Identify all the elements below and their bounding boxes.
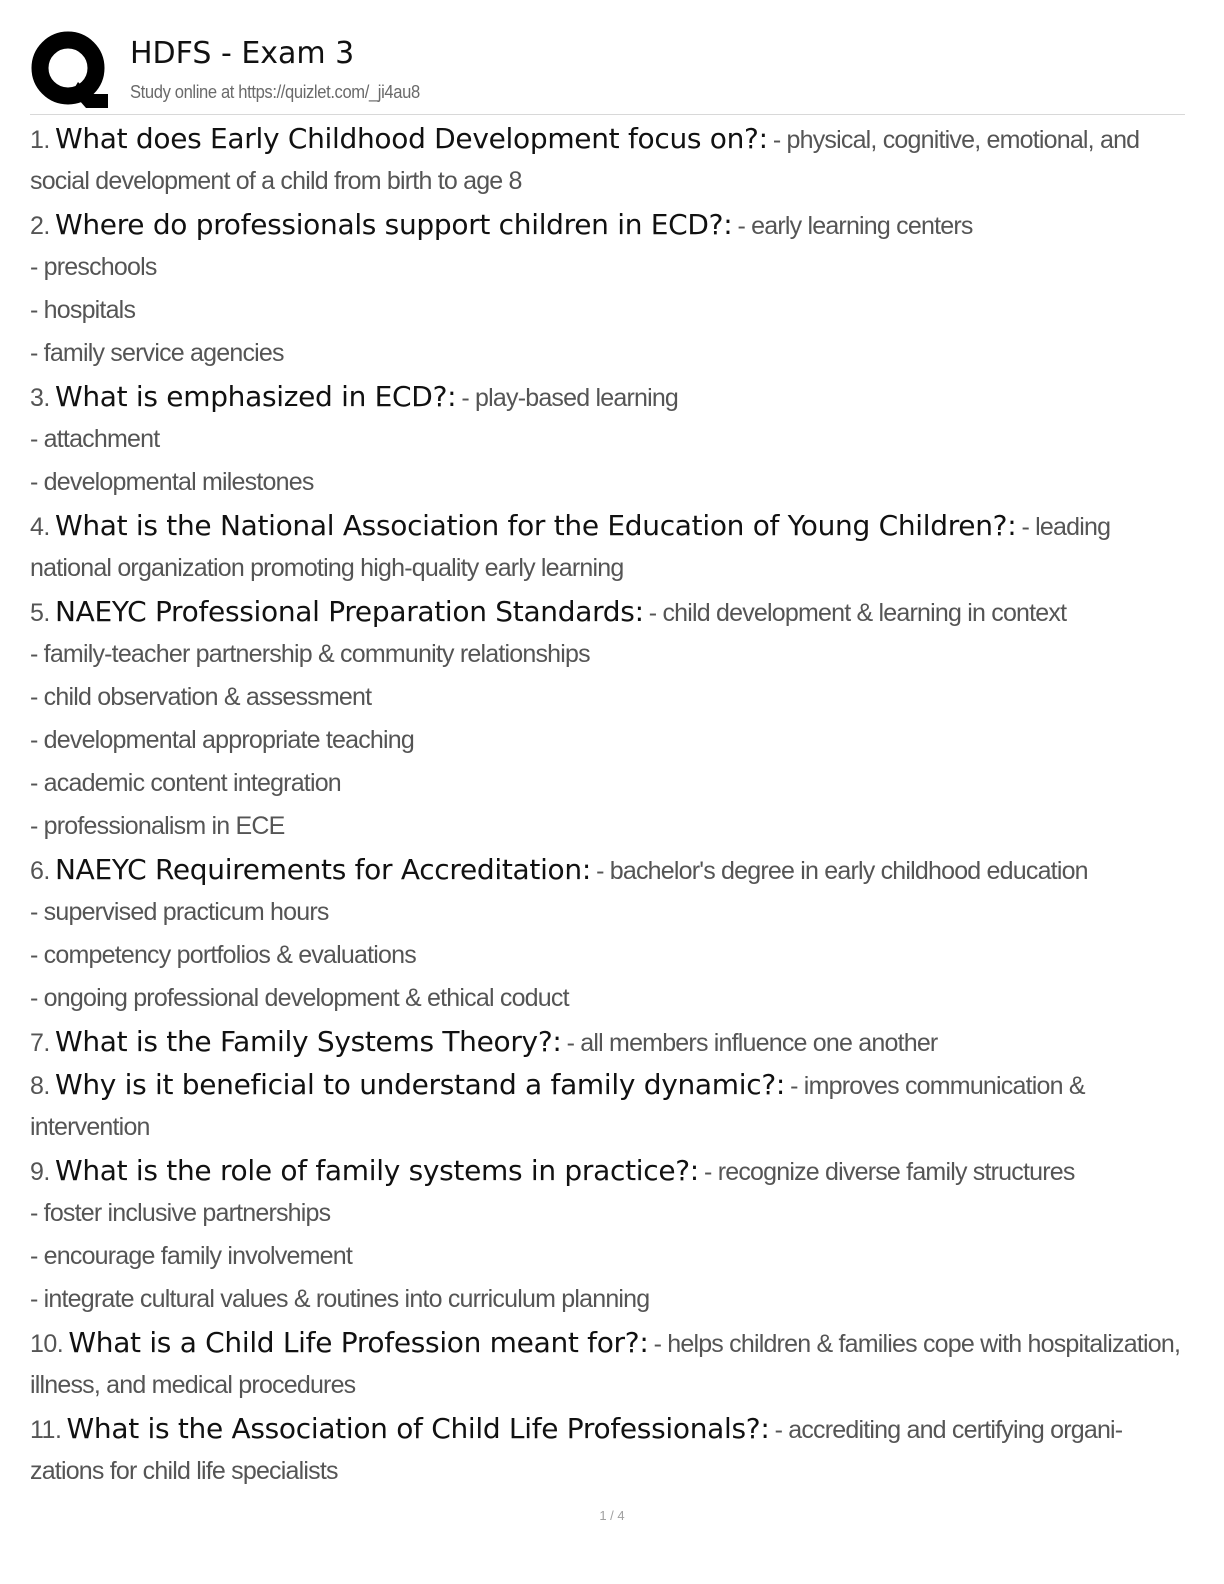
flashcard-first-line [30, 203, 1190, 246]
flashcard-first-line [30, 1063, 1190, 1106]
flashcard-first-line [30, 1321, 1190, 1364]
card-definition-continued: - developmental appropriate teaching [30, 726, 414, 754]
card-number: 1. [30, 126, 50, 154]
card-definition-continued: - competency portfolios & evaluations [30, 941, 416, 969]
definition-line [30, 719, 1190, 762]
card-term: What is the Family Systems Theory?: [54, 1025, 562, 1058]
card-definition: - improves communication & [790, 1072, 1085, 1100]
flashcard-item [30, 117, 1190, 203]
definition-line [30, 891, 1190, 934]
card-definition-continued: - hospitals [30, 296, 136, 324]
flashcard-list [30, 117, 1190, 1493]
card-definition-continued: social development of a child from birth to age 8 [30, 167, 522, 195]
card-definition-continued: intervention [30, 1113, 150, 1141]
card-definition-continued: - supervised practicum hours [30, 898, 329, 926]
definition-line [30, 160, 1190, 203]
card-definition-continued: - family service agencies [30, 339, 284, 367]
flashcard-first-line [30, 1020, 1190, 1063]
flashcard-item [30, 1407, 1190, 1493]
definition-line [30, 1364, 1190, 1407]
flashcard-item [30, 1063, 1190, 1149]
definition-line [30, 1192, 1190, 1235]
definition-line [30, 547, 1190, 590]
card-definition-continued: - foster inclusive partnerships [30, 1199, 331, 1227]
flashcard-first-line [30, 117, 1190, 160]
card-number: 8. [30, 1072, 50, 1100]
card-definition: - leading [1021, 513, 1111, 541]
flashcard-first-line [30, 375, 1190, 418]
study-online-link-text: Study online at https://quizlet.com/_ji4au8 [130, 82, 420, 102]
flashcard-item [30, 504, 1190, 590]
card-definition: - early learning centers [737, 212, 973, 240]
card-definition-continued: - attachment [30, 425, 160, 453]
card-definition-continued: - integrate cultural values & routines into curriculum planning [30, 1285, 650, 1313]
definition-line [30, 1450, 1190, 1493]
card-number: 3. [30, 384, 50, 412]
card-number: 7. [30, 1029, 50, 1057]
flashcard-first-line [30, 1407, 1190, 1450]
card-term: Where do professionals support children in ECD?: [54, 208, 733, 241]
card-term: What is the role of family systems in practice?: [54, 1154, 699, 1187]
card-definition: - bachelor's degree in early childhood education [596, 857, 1088, 885]
card-definition: - physical, cognitive, emotional, and [772, 126, 1140, 154]
flashcard-item [30, 1149, 1190, 1321]
card-definition-continued: - ongoing professional development & ethical coduct [30, 984, 569, 1012]
quizlet-q-logo-icon [30, 30, 110, 110]
card-term: What is the National Association for the Education of Young Children?: [54, 509, 1017, 542]
definition-line [30, 418, 1190, 461]
definition-line [30, 289, 1190, 332]
card-definition-continued: - preschools [30, 253, 157, 281]
card-definition-continued: - child observation & assessment [30, 683, 372, 711]
card-definition: - play-based learning [461, 384, 679, 412]
card-term: NAEYC Professional Preparation Standards: [54, 595, 644, 628]
document-header [30, 28, 1185, 115]
card-definition-continued: - professionalism in ECE [30, 812, 285, 840]
definition-line [30, 246, 1190, 289]
card-term: What is a Child Life Profession meant for?: [68, 1326, 649, 1359]
card-definition-continued: zations for child life specialists [30, 1457, 338, 1485]
card-term: What is emphasized in ECD?: [54, 380, 457, 413]
card-term: What is the Association of Child Life Professionals?: [66, 1412, 770, 1445]
flashcard-item [30, 1020, 1190, 1063]
definition-line [30, 332, 1190, 375]
definition-line [30, 1235, 1190, 1278]
flashcard-item [30, 375, 1190, 504]
definition-line [30, 805, 1190, 848]
card-number: 6. [30, 857, 50, 885]
card-definition: - helps children & families cope with hospitalization, [653, 1330, 1181, 1358]
definition-line [30, 461, 1190, 504]
card-definition-continued: - family-teacher partnership & community relationships [30, 640, 590, 668]
definition-line [30, 762, 1190, 805]
flashcard-first-line [30, 590, 1190, 633]
flashcard-item [30, 1321, 1190, 1407]
flashcard-item [30, 848, 1190, 1020]
card-number: 2. [30, 212, 50, 240]
card-definition: - recognize diverse family structures [704, 1158, 1075, 1186]
flashcard-first-line [30, 504, 1190, 547]
definition-line [30, 934, 1190, 977]
definition-line [30, 1106, 1190, 1149]
card-term: What does Early Childhood Development focus on?: [54, 122, 768, 155]
card-number: 5. [30, 599, 50, 627]
flashcard-item [30, 590, 1190, 848]
card-definition-continued: - developmental milestones [30, 468, 314, 496]
card-definition-continued: illness, and medical procedures [30, 1371, 356, 1399]
card-definition: - all members influence one another [566, 1029, 938, 1057]
card-definition: - child development & learning in context [648, 599, 1067, 627]
card-term: NAEYC Requirements for Accreditation: [54, 853, 591, 886]
page-indicator: 1 / 4 [599, 1508, 625, 1523]
card-definition: - accrediting and certifying organi- [774, 1416, 1123, 1444]
card-number: 10. [30, 1330, 64, 1358]
flashcard-first-line [30, 848, 1190, 891]
flashcard-item [30, 203, 1190, 375]
flashcard-first-line [30, 1149, 1190, 1192]
card-definition-continued: - encourage family involvement [30, 1242, 352, 1270]
definition-line [30, 1278, 1190, 1321]
card-number: 9. [30, 1158, 50, 1186]
document-title: HDFS - Exam 3 [130, 36, 355, 71]
definition-line [30, 977, 1190, 1020]
card-definition-continued: national organization promoting high-quality early learning [30, 554, 624, 582]
card-number: 11. [30, 1416, 62, 1444]
definition-line [30, 633, 1190, 676]
card-term: Why is it beneficial to understand a family dynamic?: [54, 1068, 786, 1101]
definition-line [30, 676, 1190, 719]
card-definition-continued: - academic content integration [30, 769, 341, 797]
card-number: 4. [30, 513, 50, 541]
